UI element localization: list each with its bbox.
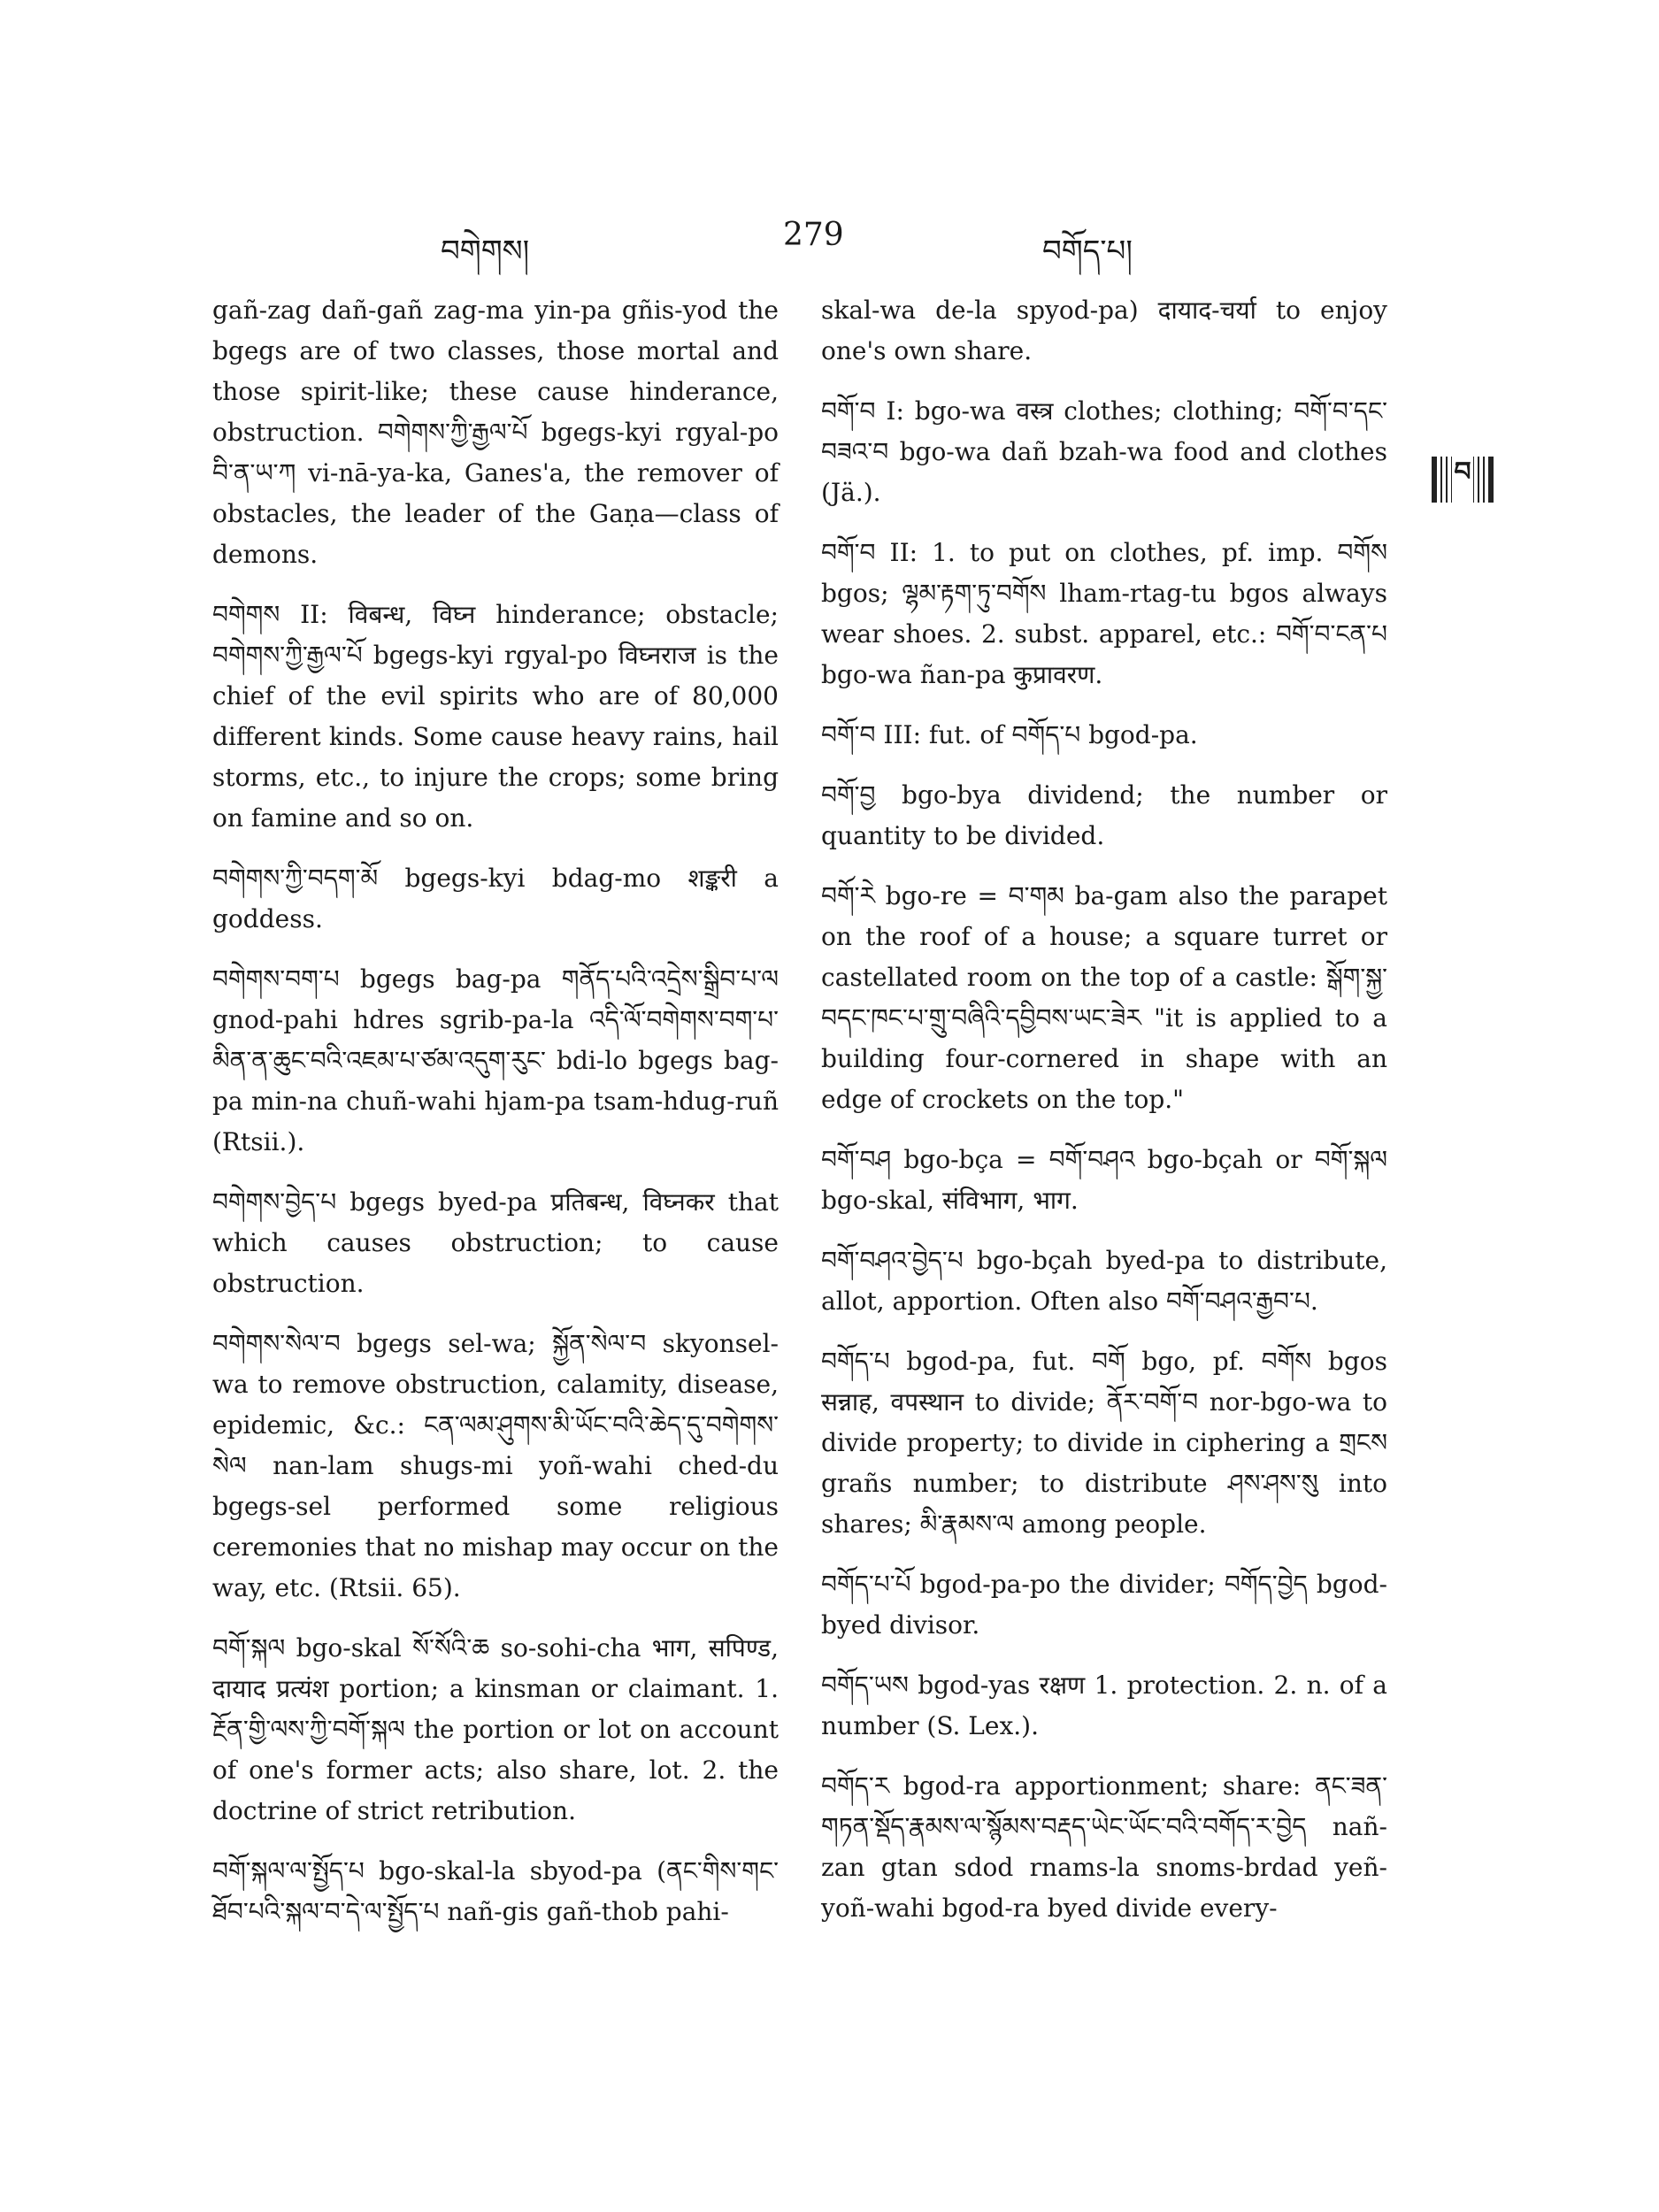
entry-bgod-ra: བགོད་ར bgod-ra apportionment; share: ནང་ཟན་གཏན་སྡོད་རྣམས་ལ་སྙོམས་བརྡད་ཡེང་ཡོང་བའི་བགོད་ར་བྱེད nañ-zan gtan sdod rnams-la snoms-brdad yeñ-yoñ-wahi bgod-ra byed divide every- (821, 1771, 1387, 1923)
entry-bgo-skal: བགོ་སྐལ bgo-skal སོ་སོའི་ཆ so-sohi-cha भाग, सपिण्ड, दायाद प्रत्यंश portion; a kinsman or claimant. 1. རྔོན་གྱི་ལས་ཀྱི་བགོ་སྐལ the portion or lot on account of one's former acts; also share, lot. 2. the doctrine of strict retribution. (212, 1633, 779, 1825)
left-column (212, 290, 779, 1952)
entry-bgegs-kyi-bdag-mo: བགེགས་ཀྱི་བདག་མོ bgegs-kyi bdag-mo शङ्करी a goddess. (212, 864, 779, 933)
entry-bgo-wa-ii: བགོ་བ II: 1. to put on clothes, pf. imp. བགོས bgos; ལྷམ་རྟག་ཏུ་བགོས lham-rtag-tu bgos always wear shoes. 2. subst. apparel, etc.: བགོ་བ་ངན་པ bgo-wa ñan-pa कुप्रावरण. (821, 538, 1387, 689)
entry-continuation: gañ-zag dañ-gañ zag-ma yin-pa gñis-yod the bgegs are of two classes, those mortal and those spirit-like; these cause hinderance, obstruction. བགེགས་ཀྱི་རྒྱལ་པོ bgegs-kyi rgyal-po བི་ན་ཡ་ཀ vi-nā-ya-ka, Ganes'a, the remover of obstacles, the leader of the Gaṇa—class of demons. (212, 296, 779, 569)
entry-continuation-right: skal-wa de-la spyod-pa) दायाद-चर्या to enjoy one's own share. (821, 296, 1387, 365)
entry-bgod-yas: བགོད་ཡས bgod-yas रक्षण 1. protection. 2. n. of a number (S. Lex.). (821, 1671, 1387, 1740)
entry-bgegs-bag-pa: བགེགས་བག་པ bgegs bag-pa གནོད་པའི་འདྲེས་སྒྲིབ་པ་ལ gnod-pahi hdres sgrib-pa-la འདི་ལོ་བགེགས་བག་པ་མིན་ན་ཆུང་བའི་འཇམ་པ་ཙམ་འདུག་རུང་ bdi-lo bgegs bag-pa min-na chuñ-wahi hjam-pa tsam-hdug-ruñ (Rtsii.). (212, 964, 779, 1156)
entry-bgod-pa: བགོད་པ bgod-pa, fut. བགོ bgo, pf. བགོས bgos सन्नाह, वपस्थान to divide; ནོར་བགོ་བ nor-bgo-wa to divide property; to divide in ciphering a གྲངས grañs number; to distribute ཤས་ཤས་སུ into shares; མི་རྣམས་ལ among people. (821, 1347, 1387, 1539)
entry-bgegs-ii: བགེགས II: विबन्ध, विघ्न hinderance; obstacle; བགེགས་ཀྱི་རྒྱལ་པོ bgegs-kyi rgyal-po विघ्नराज is the chief of the evil spirits who are of 80,000 different kinds. Some cause heavy rains, hail storms, etc., to injure the crops; some bring on famine and so on. (212, 600, 779, 833)
running-header (0, 217, 1659, 269)
entry-bgo-re: བགོ་རེ bgo-re = བ་གམ ba-gam also the parapet on the roof of a house; a square turret or castellated room on the top of a castle: སྒོག་སྐྱ་བདང་ཁང་པ་གྲུ་བཞིའི་དབྱིབས་ཡང་ཟེར "it is applied to a building four-cornered in shape with an edge of crockets on the top." (821, 881, 1387, 1114)
entry-bgegs-byed-pa: བགེགས་བྱེད་པ bgegs byed-pa प्रतिबन्ध, विघ्नकर that which causes obstruction; to cause obstruction. (212, 1187, 779, 1298)
entry-bgod-pa-po: བགོད་པ་པོ bgod-pa-po the divider; བགོད་བྱེད bgod-byed divisor. (821, 1570, 1387, 1640)
page-number: 279 (783, 217, 844, 253)
thumb-index-tab (1432, 457, 1494, 503)
entry-bgo-wa-i: བགོ་བ I: bgo-wa वस्त्र clothes; clothing; བགོ་བ་དང་བཟའ་བ bgo-wa dañ bzah-wa food and clothes (Jä.). (821, 396, 1387, 507)
thumb-index-letter: བ (1452, 442, 1472, 517)
entry-bgo-skal-la-sbyod-pa: བགོ་སྐལ་ལ་སྤྱོད་པ bgo-skal-la sbyod-pa (ནང་གིས་གང་ཐོབ་པའི་སྐལ་བ་དེ་ལ་སྤྱོད་པ nañ-gis gañ-thob pahi- (212, 1856, 779, 1926)
entry-bgegs-sel-wa: བགེགས་སེལ་བ bgegs sel-wa; སྐྱོན་སེལ་བ skyonsel-wa to remove obstruction, calamity, disease, epidemic, &c.: ངན་ལམ་ཤུགས་མི་ཡོང་བའི་ཆེད་དུ་བགེགས་སེལ nan-lam shugs-mi yoñ-wahi ched-du bgegs-sel performed some religious ceremonies that no mishap may occur on the way, etc. (Rtsii. 65). (212, 1329, 779, 1602)
entry-bgo-bya: བགོ་བྱ bgo-bya dividend; the number or quantity to be divided. (821, 780, 1387, 850)
entry-bgo-bca: བགོ་བཤ bgo-bça = བགོ་བཤའ bgo-bçah or བགོ་སྐལ bgo-skal, संविभाग, भाग. (821, 1145, 1387, 1215)
entry-bgo-wa-iii: བགོ་བ III: fut. of བགོད་པ bgod-pa. (821, 720, 1198, 749)
header-right-guideword: བགོད་པ། (1042, 234, 1133, 269)
header-left-guideword: བགེགས། (441, 234, 530, 269)
right-column (821, 290, 1387, 1948)
entry-bgo-bcah-byed-pa: བགོ་བཤའ་བྱེད་པ bgo-bçah byed-pa to distribute, allot, apportion. Often also བགོ་བཤའ་རྒྱབ་པ. (821, 1246, 1387, 1316)
